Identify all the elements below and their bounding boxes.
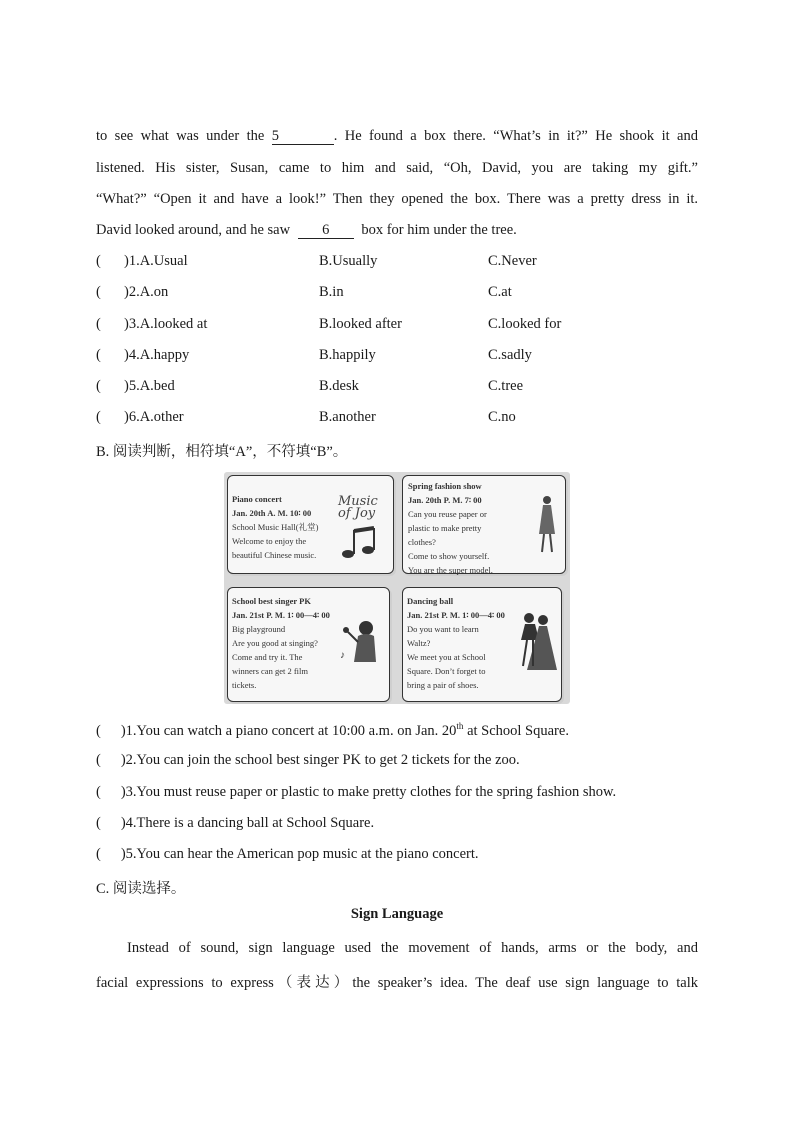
answer-bracket[interactable]: ( [96,253,101,269]
section-b-heading: B. 阅读判断，相符填“A”，不符填“B”。 [96,444,348,460]
option-b: B.another [319,409,376,425]
singer-icon [336,618,386,668]
card-line: Do you want to learn [407,624,479,634]
option-b: B.Usually [319,253,378,269]
card-date: Jan. 20th A. M. 10∶ 00 [232,508,312,518]
dancing-couple-icon [513,610,559,680]
answer-bracket[interactable]: ( [96,846,101,862]
ordinal-suffix: th [456,721,464,731]
option-a: )1.A.Usual [124,253,188,269]
card-line: Big playground [232,624,286,634]
singer-pk-card [227,587,390,702]
option-a: )2.A.on [124,284,169,300]
passage-c-line-2: facial expressions to express（表达）the speaker’s idea. The deaf use sign language to talk [96,975,698,991]
option-b: B.happily [319,347,376,363]
passage-line-1 [96,128,698,145]
card-line: You are the super model. [408,565,493,575]
option-c: C.at [488,284,512,300]
passage-text: David looked around, and he saw [96,222,291,238]
answer-bracket[interactable]: ( [96,284,101,300]
judge-question [96,721,569,740]
passage-title: Sign Language [350,906,444,922]
question-text: )3.You must reuse paper or plastic to make pretty clothes for the spring fashion show. [120,784,617,800]
card-line: bring a pair of shoes. [407,680,479,690]
passage-text: . He found a box there. “What’s in it?” He shook it and [333,128,698,144]
card-line: School Music Hall(礼堂) [232,522,319,532]
fashion-model-icon [535,494,561,554]
card-line: plastic to make pretty [408,523,482,533]
option-c: C.tree [488,378,524,394]
card-date: Jan. 21st P. M. 1∶ 00—4∶ 00 [407,610,505,620]
question-text: )4.There is a dancing ball at School Square. [120,815,375,831]
card-line: winners can get 2 film [232,666,309,676]
answer-bracket[interactable]: ( [96,752,101,768]
question-text-tail: at School Square. [463,722,569,739]
judge-question [96,784,616,801]
card-date: Jan. 21st P. M. 1∶ 00—4∶ 00 [232,610,330,620]
answer-bracket[interactable]: ( [96,815,101,831]
card-line: beautiful Chinese music. [232,550,317,560]
option-c: C.no [488,409,516,425]
option-c: C.Never [488,253,537,269]
music-note-icon [340,526,380,562]
option-a: )5.A.bed [124,378,175,394]
piano-concert-card [227,475,394,574]
judge-question [96,815,374,832]
card-title: School best singer PK [232,596,311,606]
passage-text: to see what was under the [96,128,265,144]
card-line: Square. Don’t forget to [407,666,486,676]
card-line: Waltz? [407,638,431,648]
card-line: Can you reuse paper or [408,509,487,519]
card-title: Dancing ball [407,596,454,606]
option-a: )4.A.happy [124,347,190,363]
question-text: )2.You can join the school best singer PK to get 2 tickets for the zoo. [120,752,520,768]
section-c-heading: C. 阅读选择。 [96,881,186,897]
answer-bracket[interactable]: ( [96,784,101,800]
passage-line-2: listened. His sister, Susan, came to him and said, “Oh, David, you are taking my gift.” [96,160,698,176]
cloze-blank-6: 6 [298,223,354,239]
option-b: B.desk [319,378,359,394]
event-posters-image [224,472,570,704]
card-date: Jan. 20th P. M. 7∶ 00 [408,495,482,505]
fashion-show-card [402,475,566,574]
answer-bracket[interactable]: ( [96,347,101,363]
passage-text: box for him under the tree. [361,222,517,238]
answer-bracket[interactable]: ( [96,378,101,394]
option-c: C.sadly [488,347,532,363]
card-line: tickets. [232,680,257,690]
passage-line-3: “What?” “Open it and have a look!” Then they opened the box. There was a pretty dress in it. [96,191,698,207]
passage-c-line-1: Instead of sound, sign language used the movement of hands, arms or the body, and [127,940,698,956]
judge-question [96,846,479,863]
svg-text:♪: ♪ [340,650,345,661]
card-line: Come and try it. The [232,652,303,662]
cloze-blank-5: 5 [272,129,334,145]
card-title: Spring fashion show [408,481,482,491]
passage-line-4 [96,222,566,239]
option-b: B.in [319,284,344,300]
answer-bracket[interactable]: ( [96,316,101,332]
option-a: )3.A.looked at [124,316,208,332]
card-line: We meet you at School [407,652,486,662]
option-a: )6.A.other [124,409,184,425]
dancing-ball-card [402,587,562,702]
answer-bracket[interactable]: ( [96,722,101,739]
card-line: Welcome to enjoy the [232,536,307,546]
option-c: C.looked for [488,316,562,332]
question-text: )5.You can hear the American pop music at the piano concert. [120,846,479,862]
answer-bracket[interactable]: ( [96,409,101,425]
card-line: clothes? [408,537,436,547]
card-title: Piano concert [232,494,282,504]
music-of-joy-logo: Music of Joy [338,494,378,521]
judge-question [96,752,520,769]
card-line: Come to show yourself. [408,551,490,561]
option-b: B.looked after [319,316,402,332]
card-line: Are you good at singing? [232,638,318,648]
question-text: )1.You can watch a piano concert at 10:00 a.m. on Jan. 20 [120,722,457,739]
